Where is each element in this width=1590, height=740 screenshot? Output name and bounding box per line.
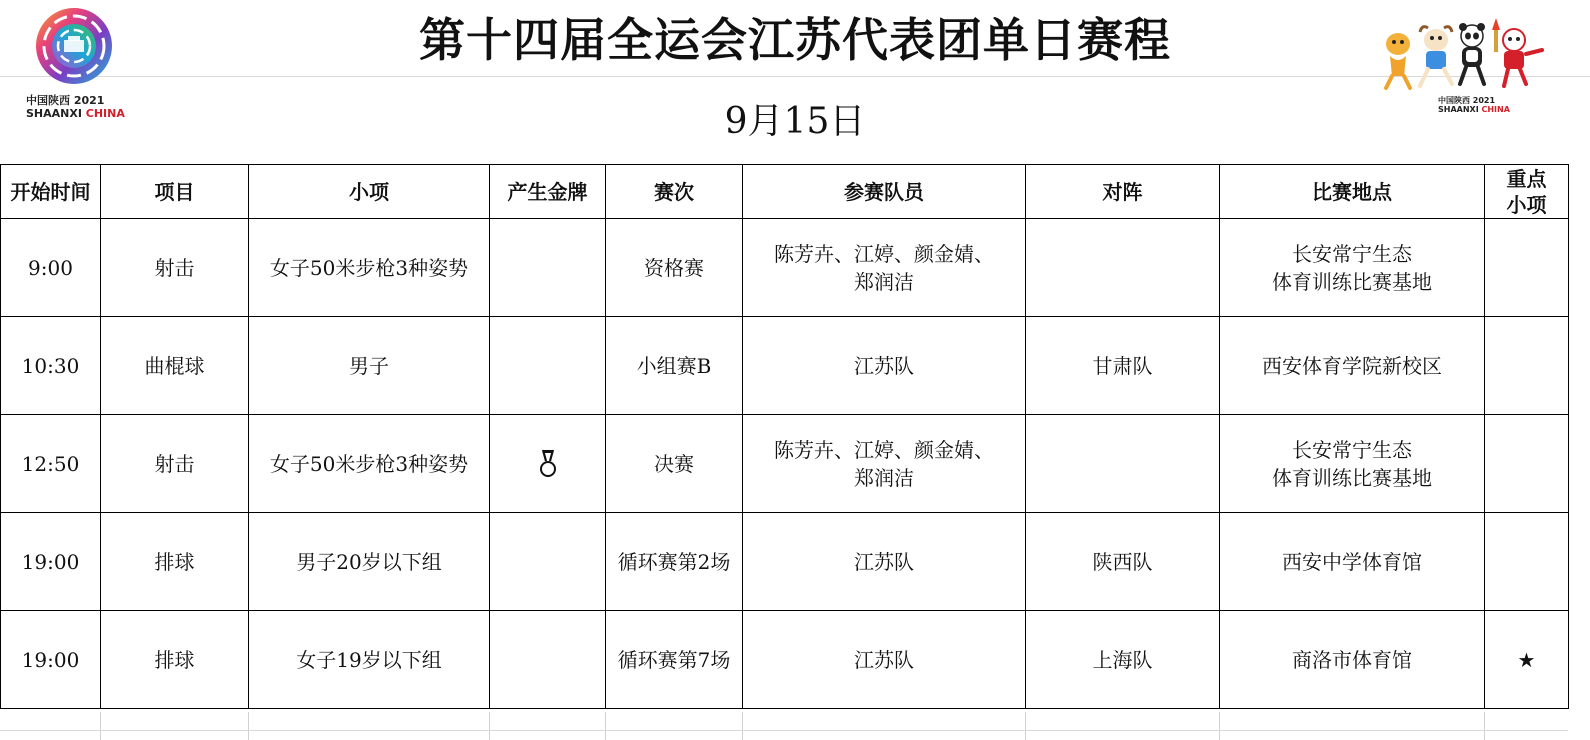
cell-key	[1485, 219, 1569, 317]
header-athletes: 参赛队员	[743, 165, 1026, 219]
schedule-table	[0, 164, 1569, 709]
header-opponent: 对阵	[1026, 165, 1220, 219]
cell-time: 9:00	[1, 219, 101, 317]
cell-venue: 西安中学体育馆	[1220, 513, 1485, 611]
cell-opponent: 上海队	[1026, 611, 1220, 709]
mascot-logo-caption-shaanxi: SHAANXI	[1438, 105, 1482, 114]
cell-venue: 长安常宁生态 体育训练比赛基地	[1220, 219, 1485, 317]
cell-opponent: 陕西队	[1026, 513, 1220, 611]
cell-event: 曲棍球	[101, 317, 249, 415]
table-row	[1, 219, 1569, 317]
gridline	[742, 712, 743, 740]
gridline	[1219, 712, 1220, 740]
table-header-row	[1, 165, 1569, 219]
mascot-logo	[1376, 14, 1566, 129]
gridline	[1025, 712, 1026, 740]
cell-venue: 长安常宁生态 体育训练比赛基地	[1220, 415, 1485, 513]
logo-caption	[26, 94, 136, 120]
cell-round: 循环赛第2场	[606, 513, 743, 611]
cell-event: 排球	[101, 611, 249, 709]
cell-round: 循环赛第7场	[606, 611, 743, 709]
header-event: 项目	[101, 165, 249, 219]
empty-row-gridlines	[0, 712, 1568, 740]
cell-event: 射击	[101, 415, 249, 513]
page-title: 第十四届全运会江苏代表团单日赛程	[419, 13, 1171, 67]
logo-caption-line2	[26, 107, 136, 120]
page-header	[0, 0, 1590, 165]
logo-caption-china: CHINA	[85, 107, 125, 120]
cell-key	[1485, 415, 1569, 513]
gridline	[248, 712, 249, 740]
cell-sub-event: 女子50米步枪3种姿势	[249, 415, 490, 513]
cell-time: 12:50	[1, 415, 101, 513]
medal-icon	[539, 449, 557, 479]
table-row	[1, 611, 1569, 709]
header-start-time: 开始时间	[1, 165, 101, 219]
cell-time: 19:00	[1, 611, 101, 709]
cell-gold	[490, 611, 606, 709]
gridline	[0, 730, 1568, 731]
cell-athletes: 江苏队	[743, 317, 1026, 415]
cell-round: 决赛	[606, 415, 743, 513]
cell-time: 10:30	[1, 317, 101, 415]
cell-opponent	[1026, 415, 1220, 513]
mascot-logo-caption-line1: 中国陕西 2021	[1438, 96, 1496, 105]
games-emblem-icon	[34, 6, 114, 86]
mascots-icon	[1376, 14, 1556, 94]
cell-athletes: 江苏队	[743, 513, 1026, 611]
cell-round: 资格赛	[606, 219, 743, 317]
cell-gold	[490, 219, 606, 317]
logo-caption-shaanxi: SHAANXI	[26, 107, 86, 120]
cell-sub-event: 女子19岁以下组	[249, 611, 490, 709]
header-sub-event: 小项	[249, 165, 490, 219]
header-gold-medal: 产生金牌	[490, 165, 606, 219]
cell-round: 小组赛B	[606, 317, 743, 415]
logo-caption-line1: 中国陕西 2021	[26, 94, 105, 107]
cell-venue: 商洛市体育馆	[1220, 611, 1485, 709]
cell-opponent	[1026, 219, 1220, 317]
cell-opponent: 甘肃队	[1026, 317, 1220, 415]
cell-sub-event: 男子20岁以下组	[249, 513, 490, 611]
cell-key-star: ★	[1485, 611, 1569, 709]
header-venue: 比赛地点	[1220, 165, 1485, 219]
games-logo	[26, 6, 136, 126]
table-row	[1, 317, 1569, 415]
cell-event: 射击	[101, 219, 249, 317]
gridline	[605, 712, 606, 740]
table-row	[1, 415, 1569, 513]
cell-sub-event: 男子	[249, 317, 490, 415]
cell-event: 排球	[101, 513, 249, 611]
gridline	[1484, 712, 1485, 740]
cell-venue: 西安体育学院新校区	[1220, 317, 1485, 415]
cell-gold	[490, 415, 606, 513]
gridline	[489, 712, 490, 740]
cell-athletes: 江苏队	[743, 611, 1026, 709]
cell-gold	[490, 317, 606, 415]
mascot-logo-caption	[1438, 96, 1566, 114]
cell-athletes: 陈芳卉、江婷、颜金婧、 郑润洁	[743, 219, 1026, 317]
cell-key	[1485, 513, 1569, 611]
cell-key	[1485, 317, 1569, 415]
cell-athletes: 陈芳卉、江婷、颜金婧、 郑润洁	[743, 415, 1026, 513]
cell-time: 19:00	[1, 513, 101, 611]
mascot-logo-caption-china: CHINA	[1481, 105, 1510, 114]
schedule-date: 9月15日	[724, 101, 866, 142]
header-round: 赛次	[606, 165, 743, 219]
cell-sub-event: 女子50米步枪3种姿势	[249, 219, 490, 317]
mascot-logo-caption-line2	[1438, 105, 1566, 114]
cell-gold	[490, 513, 606, 611]
gridline	[100, 712, 101, 740]
table-row	[1, 513, 1569, 611]
header-key-event: 重点 小项	[1485, 165, 1569, 219]
